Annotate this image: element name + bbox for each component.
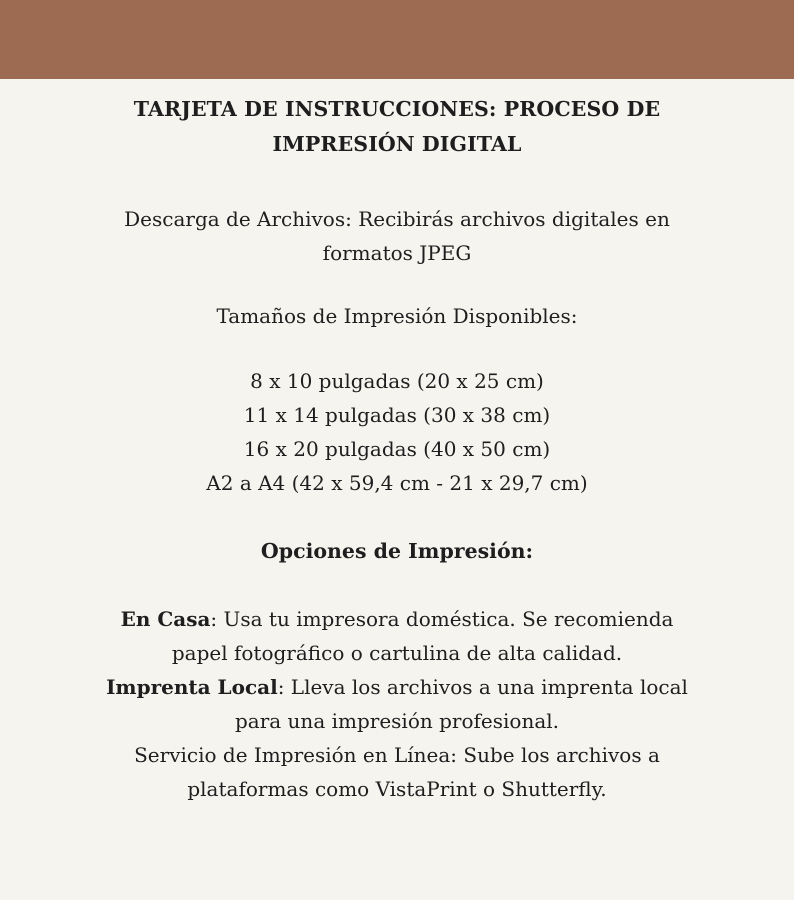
option-online-text1: Servicio de Impresión en Línea: Sube los archivos a bbox=[134, 743, 660, 767]
card-title-line2: IMPRESIÓN DIGITAL bbox=[272, 132, 522, 156]
sizes-title: Tamaños de Impresión Disponibles: bbox=[216, 304, 578, 328]
option-online-text2: plataformas como VistaPrint o Shutterfly. bbox=[187, 777, 607, 801]
download-line2: formatos JPEG bbox=[322, 241, 472, 265]
option-home-line1 bbox=[67, 602, 727, 636]
instruction-card bbox=[0, 92, 794, 806]
option-local-label: Imprenta Local bbox=[106, 675, 278, 699]
card-title-line1: TARJETA DE INSTRUCCIONES: PROCESO DE bbox=[133, 97, 661, 121]
download-info bbox=[77, 202, 717, 270]
option-local-text1: : Lleva los archivos a una imprenta local bbox=[277, 675, 688, 699]
sizes-list bbox=[0, 364, 794, 500]
option-home-text1: : Usa tu impresora doméstica. Se recomienda bbox=[210, 607, 674, 631]
option-local-text2: para una impresión profesional. bbox=[234, 709, 559, 733]
header-band bbox=[0, 0, 794, 79]
size-item: A2 a A4 (42 x 59,4 cm - 21 x 29,7 cm) bbox=[206, 471, 588, 495]
options-list bbox=[67, 602, 727, 806]
card-title bbox=[117, 92, 677, 162]
option-home-label: En Casa bbox=[120, 607, 211, 631]
size-item: 16 x 20 pulgadas (40 x 50 cm) bbox=[243, 437, 551, 461]
size-item: 11 x 14 pulgadas (30 x 38 cm) bbox=[243, 403, 551, 427]
download-line1: Descarga de Archivos: Recibirás archivos digitales en bbox=[124, 207, 670, 231]
options-title: Opciones de Impresión: bbox=[260, 539, 534, 563]
option-home-text2: papel fotográfico o cartulina de alta calidad. bbox=[171, 641, 623, 665]
option-local-line1 bbox=[67, 670, 727, 704]
size-item: 8 x 10 pulgadas (20 x 25 cm) bbox=[250, 369, 544, 393]
